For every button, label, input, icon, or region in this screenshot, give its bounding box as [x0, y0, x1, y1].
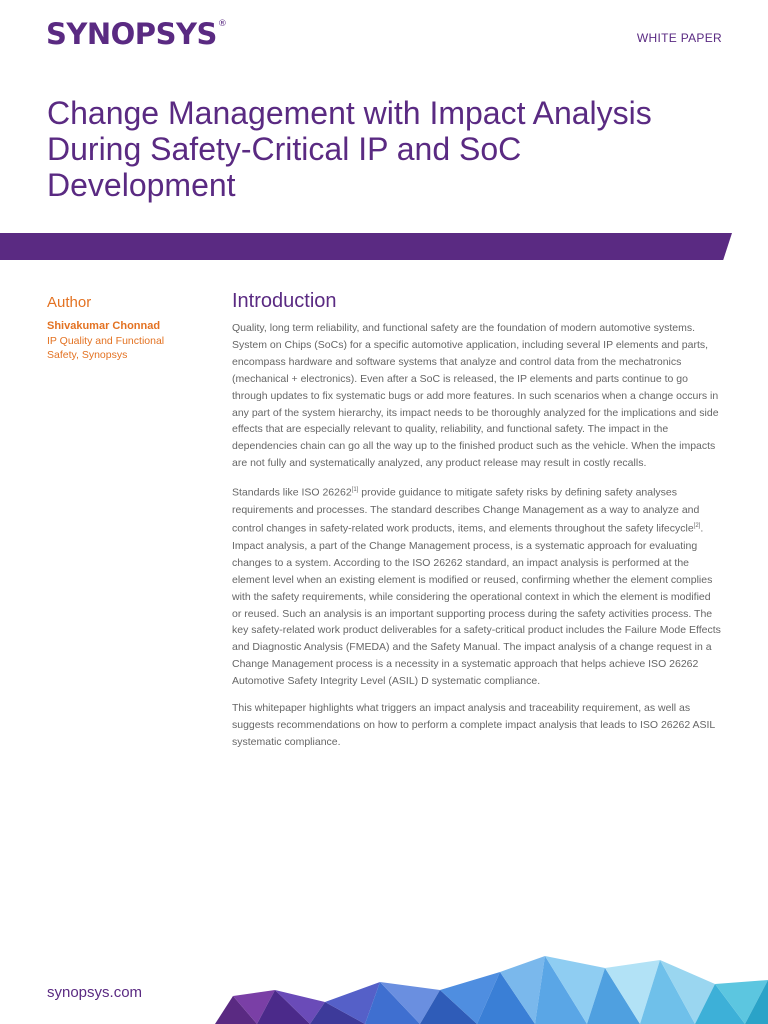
- author-role: IP Quality and Functional Safety, Synopsys: [47, 335, 165, 361]
- introduction-body: [232, 320, 722, 761]
- logo-text: SYNOPSYS: [46, 17, 217, 51]
- registered-mark: ®: [217, 19, 227, 29]
- author-name: Shivakumar Chonnad: [47, 320, 161, 332]
- page-title: Change Management with Impact Analysis During Safety-Critical IP and SoC Development: [47, 95, 652, 203]
- decorative-polygon-graphic: [215, 950, 768, 1024]
- paragraph-3: This whitepaper highlights what triggers an impact analysis and traceability requirement, as well as suggests recommendations on how to perform a complete impact analysis that leads to ISO 26262 ASIL systematic compliance.: [232, 702, 715, 748]
- website-link[interactable]: synopsys.com: [47, 984, 143, 1001]
- paragraph-2: [232, 482, 722, 690]
- synopsys-logo[interactable]: [46, 17, 227, 51]
- reference-2[interactable]: [2]: [693, 523, 701, 530]
- author-heading: Author: [47, 294, 92, 311]
- paragraph-2-text-a: Standards like ISO 26262: [232, 486, 352, 499]
- document-type-label: WHITE PAPER: [636, 31, 722, 45]
- paragraph-2-text-b: provide guidance to mitigate safety risks by defining safety analyses requirements and processes. The standard describes Change Management as a way to analyze and control changes in safety-related work products, items, and elements throughout the safety lifecycle: [232, 486, 700, 535]
- introduction-heading: Introduction: [232, 290, 337, 312]
- paragraph-2-text-c: . Impact analysis, a part of the Change Management process, is a systematic approach for evaluating changes to a system. According to the ISO 26262 standard, an impact analysis is performed at the element level when an existing element is modified or reused, confirming whether the element complies with the safety requirements, while considering the operational context in which the element is modified or reused. Such an analysis is an important supporting process during the safety activities process. The key safety-related work product deliverables for a safety-critical product includes the Failure Mode Effects and Diagnostic Analysis (FMEDA) and the Safety Manual. The impact analysis of a change request in a Change Management process is a necessity in a systematic approach that helps achieve ISO 26262 Automotive Safety Integrity Level (ASIL) D systematic compliance.: [232, 522, 721, 688]
- paragraph-1: Quality, long term reliability, and functional safety are the foundation of modern automotive systems. System on Chips (SoCs) for a specific automotive application, including several IP elements and parts, encompass hardware and software systems that analyze and control data from the mechatronics (mechanical + electronics). Even after a SoC is released, the IP elements and parts continue to go through updates to fix systematic bugs or add more features. In such scenarios when a change occurs in any part of the system hierarchy, its impact needs to be thoroughly analyzed for the implications and side effects that are especially relevant to quality, reliability, and functional safety. The impact in the dependencies chain can go all the way up to the finished product such as the vehicle. When the impacts are not fully and systematically analyzed, any product release may result in costly recalls.: [232, 322, 719, 470]
- header-divider-band: [0, 233, 732, 260]
- reference-1[interactable]: [1]: [351, 487, 359, 494]
